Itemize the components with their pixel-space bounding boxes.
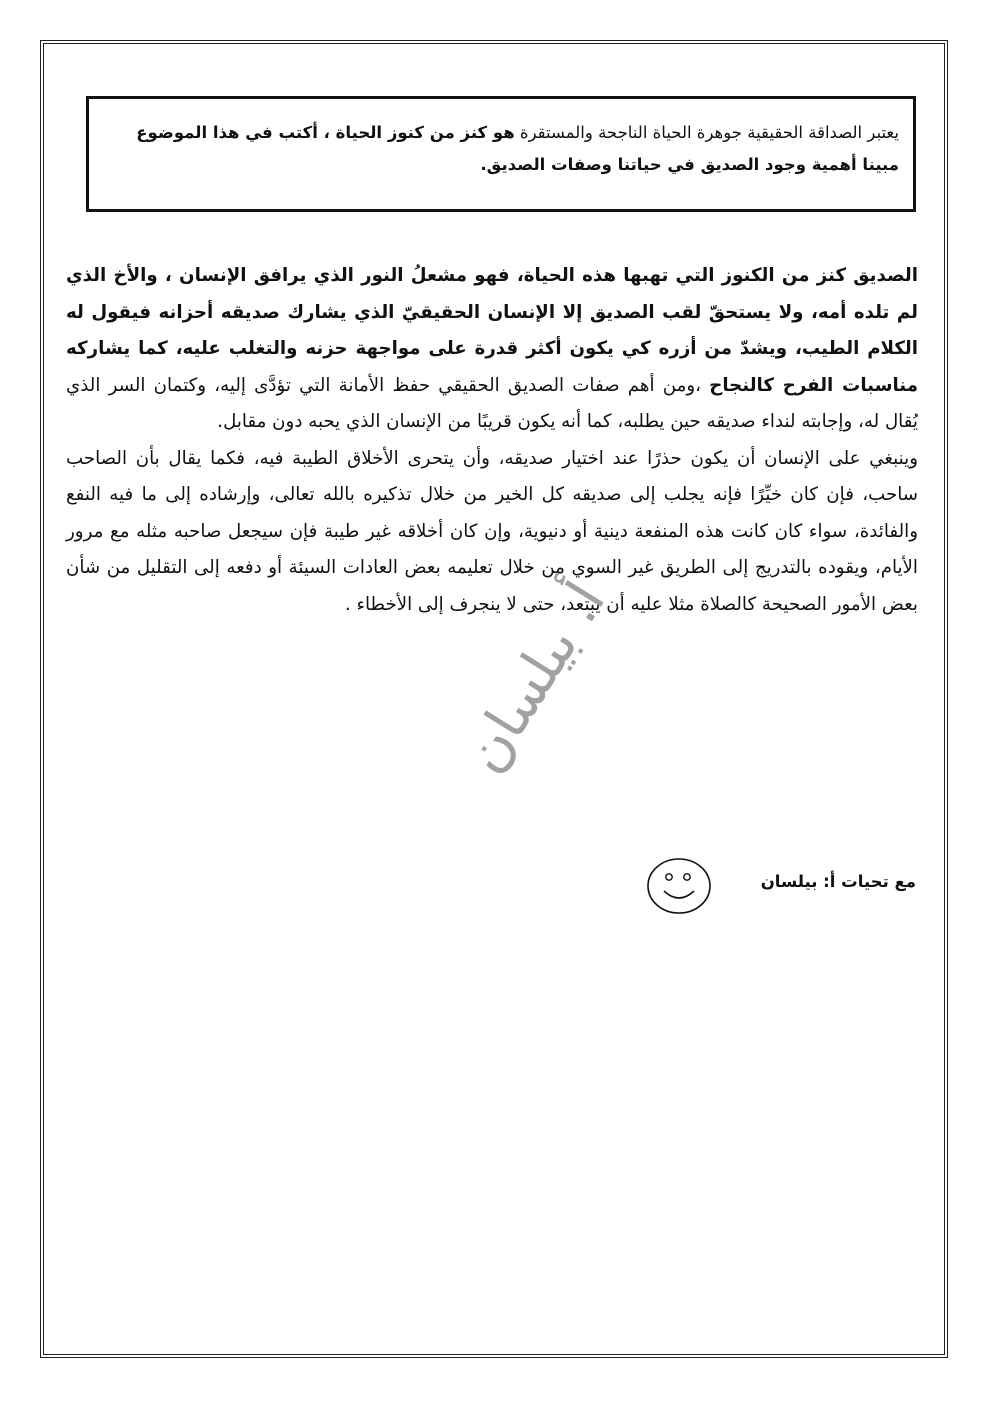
essay-prompt-box — [86, 96, 916, 212]
watermark: أ. بيلسان — [451, 571, 619, 784]
signature: مع تحيات أ: بيلسان — [760, 872, 916, 891]
essay-paragraph-1 — [66, 258, 918, 441]
essay-paragraph-1-bold: الصديق كنز من الكنوز التي تهبها هذه الحياة، فهو مشعلُ النور الذي يرافق الإنسان ، والأخ الذي لم تلده أمه، ولا يستحقّ لقب الصديق إلا الإنسان الحقيقيّ الذي يشارك صديقه أحزانه فيقول له الكلام الطيب، ويشدّ من أزره كي يكون أكثر قدرة على مواجهة حزنه والتغلب عليه، كما يشاركه مناسبات الفرح كالنجاح — [66, 265, 918, 396]
essay-paragraph-1-regular: ،ومن أهم صفات الصديق الحقيقي حفظ الأمانة التي تؤدَّى إليه، وكتمان السر الذي يُقال له، وإجابته لنداء صديقه حين يطلبه، كما أنه يكون قريبًا من الإنسان الذي يحبه دون مقابل. — [66, 374, 918, 432]
essay-body — [66, 258, 918, 623]
page-border-inner — [43, 43, 945, 1355]
prompt-text-bold: هو كنز من كنوز الحياة ، أكتب في هذا الموضوع — [136, 123, 515, 142]
prompt-text-regular: يعتبر الصداقة الحقيقية جوهرة الحياة الناجحة والمستقرة — [514, 123, 899, 142]
prompt-text-line2: مبينا أهمية وجود الصديق في حياتنا وصفات الصديق. — [480, 155, 899, 174]
smiley-face-icon — [645, 855, 713, 917]
essay-paragraph-2: وينبغي على الإنسان أن يكون حذرًا عند اختيار صديقه، وأن يتحرى الأخلاق الطيبة فيه، فكما يقال بأن الصاحب ساحب، فإن كان خيِّرًا فإنه يجلب إلى صديقه كل الخير من خلال تذكيره بالله تعالى، وإرشاده إلى ما فيه النفع والفائدة، سواء كان كانت هذه المنفعة دينية أو دنيوية، وإن كان أخلاقه غير طيبة فإن سيجعل صاحبه مثله مع مرور الأيام، ويقوده بالتدريج إلى الطريق غير السوي من خلال تعليمه بعض العادات السيئة أو دفعه إلى التقليل من شأن بعض الأمور الصحيحة كالصلاة مثلا عليه أن يبتعد، حتى لا ينجرف إلى الأخطاء . — [66, 447, 918, 615]
